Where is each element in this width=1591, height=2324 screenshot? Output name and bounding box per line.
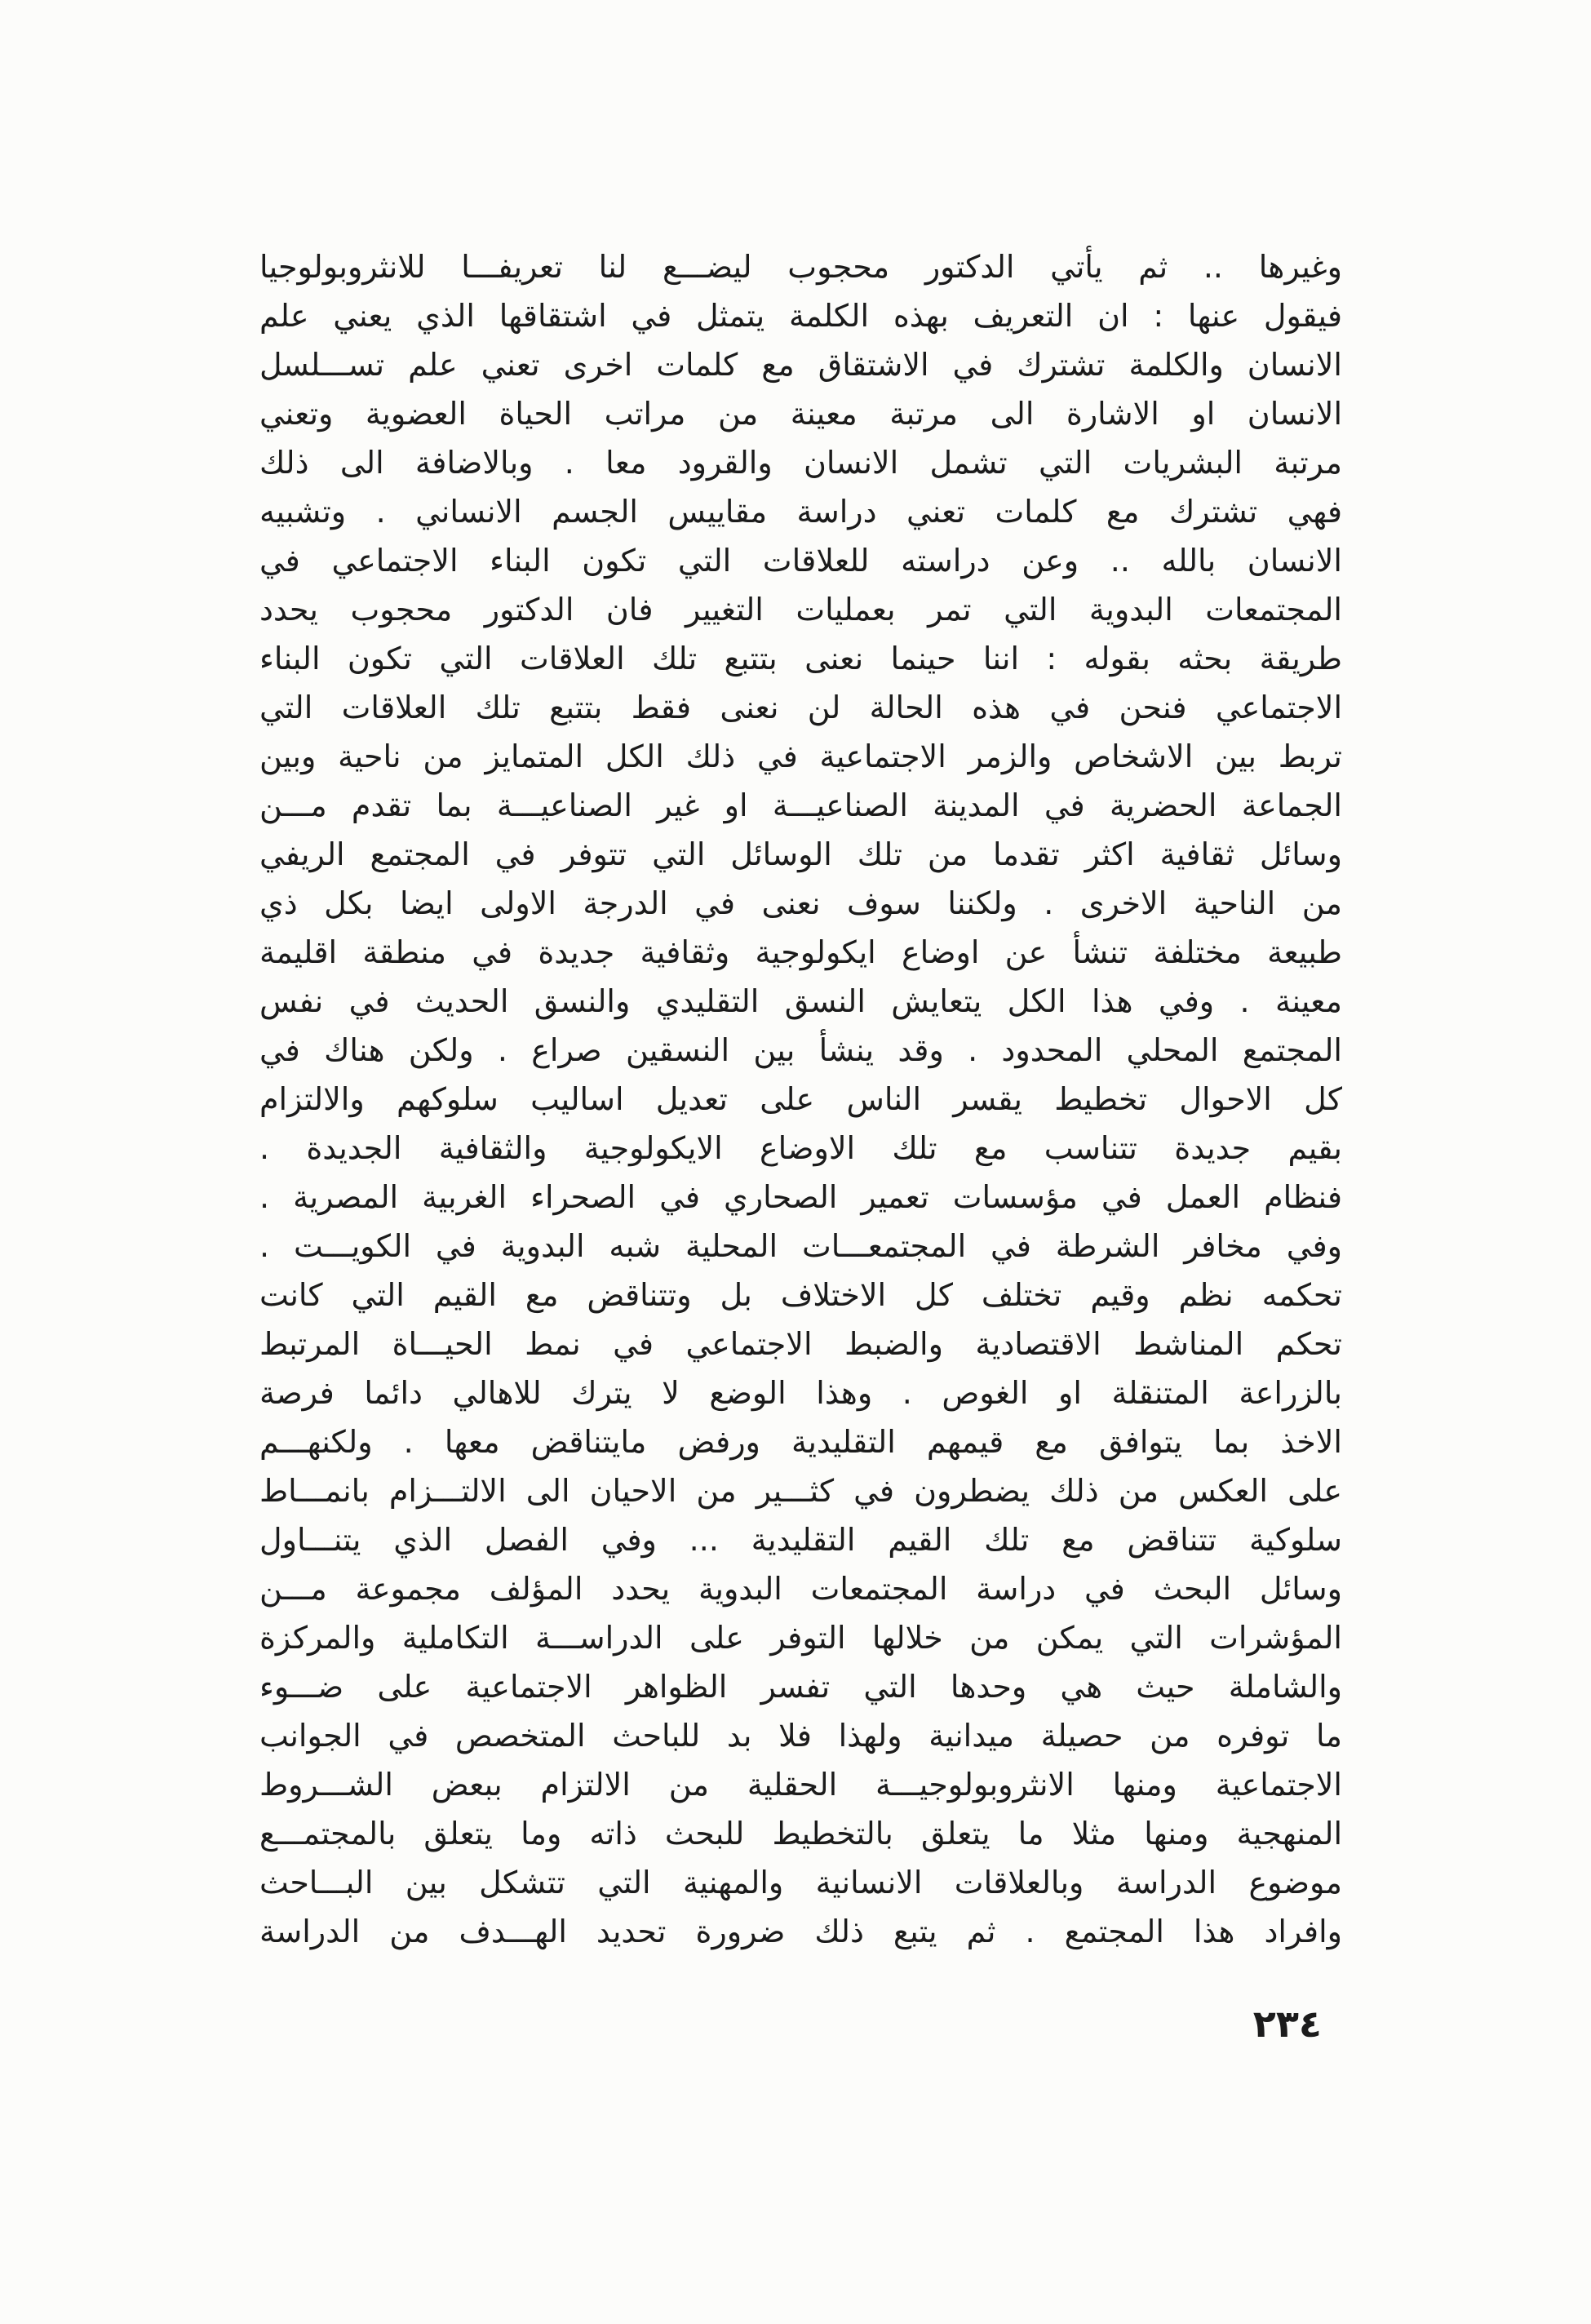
text-line: الجماعة الحضرية في المدينة الصناعيـــة او غير الصناعيـــة بما تقدم مـــن — [259, 787, 1342, 823]
text-line: وغيرها .. ثم يأتي الدكتور محجوب ليضـــع لنا تعريفـــا للانثروبولوجيا — [259, 249, 1342, 285]
page-number: ٢٣٤ — [1252, 2002, 1322, 2046]
text-line: طريقة بحثه بقوله : اننا حينما نعنى بتتبع تلك العلاقات التي تكون البناء — [259, 641, 1342, 676]
text-line: كل الاحوال تخطيط يقسر الناس على تعديل اساليب سلوكهم والالتزام — [259, 1081, 1342, 1117]
text-line: الاجتماعية ومنها الانثروبولوجيـــة الحقلية من الالتزام ببعض الشـــروط — [259, 1767, 1342, 1803]
text-line: من الناحية الاخرى . ولكننا سوف نعنى في الدرجة الاولى ايضا بكل ذي — [259, 885, 1342, 921]
text-line: المجتمعات البدوية التي تمر بعمليات التغيير فان الدكتور محجوب يحدد — [259, 592, 1342, 628]
text-line: بالزراعة المتنقلة او الغوص . وهذا الوضع لا يترك للاهالي دائما فرصة — [259, 1375, 1342, 1411]
text-line: تحكم المناشط الاقتصادية والضبط الاجتماعي في نمط الحيـــاة المرتبط — [259, 1326, 1342, 1362]
text-line: الاجتماعي فنحن في هذه الحالة لن نعنى فقط بتتبع تلك العلاقات التي — [259, 690, 1342, 725]
text-line: والشاملة حيث هي وحدها التي تفسر الظواهر الاجتماعية على ضـــوء — [259, 1669, 1342, 1705]
text-line: المؤشرات التي يمكن من خلالها التوفر على الدراســـة التكاملية والمركزة — [259, 1620, 1342, 1656]
text-line: طبيعة مختلفة تنشأ عن اوضاع ايكولوجية وثقافية جديدة في منطقة اقليمة — [259, 934, 1342, 970]
text-line: الاخذ بما يتوافق مع قيمهم التقليدية ورفض مايتناقض معها . ولكنهـــم — [259, 1424, 1342, 1460]
text-line: سلوكية تتناقض مع تلك القيم التقليدية ... وفي الفصل الذي يتنـــاول — [259, 1522, 1342, 1558]
body-text — [259, 242, 1342, 1956]
text-line: المنهجية ومنها مثلا ما يتعلق بالتخطيط للبحث ذاته وما يتعلق بالمجتمـــع — [259, 1816, 1342, 1852]
text-line: الانسان او الاشارة الى مرتبة معينة من مراتب الحياة العضوية وتعني — [259, 396, 1342, 432]
text-line: على العكس من ذلك يضطرون في كثـــير من الاحيان الى الالتـــزام بانمـــاط — [259, 1473, 1342, 1509]
text-line: تحكمه نظم وقيم تختلف كل الاختلاف بل وتتناقض مع القيم التي كانت — [259, 1277, 1342, 1313]
text-line: مرتبة البشريات التي تشمل الانسان والقرود معا . وبالاضافة الى ذلك — [259, 445, 1342, 481]
text-line: الانسان بالله .. وعن دراسته للعلاقات التي تكون البناء الاجتماعي في — [259, 543, 1342, 579]
text-line: فيقول عنها : ان التعريف بهذه الكلمة يتمثل في اشتقاقها الذي يعني علم — [259, 298, 1342, 334]
text-line: وسائل ثقافية اكثر تقدما من تلك الوسائل التي تتوفر في المجتمع الريفي — [259, 836, 1342, 872]
text-line: فهي تشترك مع كلمات تعني دراسة مقاييس الجسم الانساني . وتشبيه — [259, 494, 1342, 530]
text-line: تربط بين الاشخاص والزمر الاجتماعية في ذلك الكل المتمايز من ناحية وبين — [259, 738, 1342, 774]
text-line: موضوع الدراسة وبالعلاقات الانسانية والمهنية التي تتشكل بين البـــاحث — [259, 1865, 1342, 1900]
text-line: بقيم جديدة تتناسب مع تلك الاوضاع الايكولوجية والثقافية الجديدة . — [259, 1130, 1342, 1166]
text-line: وسائل البحث في دراسة المجتمعات البدوية يحدد المؤلف مجموعة مـــن — [259, 1571, 1342, 1607]
text-line: المجتمع المحلي المحدود . وقد ينشأ بين النسقين صراع . ولكن هناك في — [259, 1032, 1342, 1068]
text-line: الانسان والكلمة تشترك في الاشتقاق مع كلمات اخرى تعني علم تســـلسل — [259, 347, 1342, 383]
text-line: فنظام العمل في مؤسسات تعمير الصحاري في الصحراء الغربية المصرية . — [259, 1179, 1342, 1215]
text-line: ما توفره من حصيلة ميدانية ولهذا فلا بد للباحث المتخصص في الجوانب — [259, 1718, 1342, 1754]
text-line: وافراد هذا المجتمع . ثم يتبع ذلك ضرورة تحديد الهـــدف من الدراسة — [259, 1914, 1342, 1949]
text-line: معينة . وفي هذا الكل يتعايش النسق التقليدي والنسق الحديث في نفس — [259, 983, 1342, 1019]
text-line: وفي مخافر الشرطة في المجتمعـــات المحلية شبه البدوية في الكويـــت . — [259, 1228, 1342, 1264]
